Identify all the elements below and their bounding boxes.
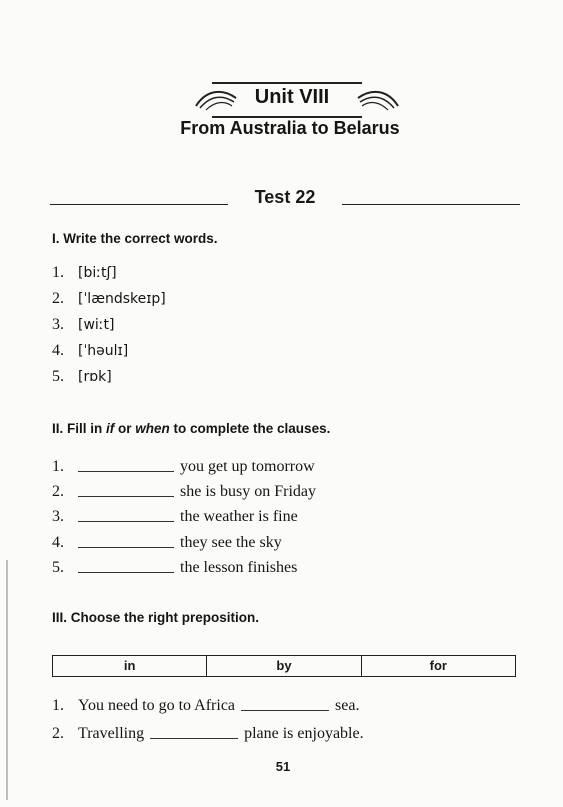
preposition-table [52, 655, 516, 677]
section-2-heading: II. Fill in if or when to complete the clauses. [52, 421, 331, 436]
test-title: Test 22 [254, 187, 316, 207]
list-item: 3. [wiːt] [52, 316, 115, 333]
section-1-heading: I. Write the correct words. [52, 231, 218, 246]
transcription: [biːtʃ] [78, 265, 117, 281]
unit-subtitle: From Australia to Belarus [180, 118, 400, 138]
transcription: [ˈhəulɪ] [78, 343, 129, 359]
test-heading [50, 187, 520, 213]
list-item: 5. the lesson finishes [52, 559, 298, 576]
unit-header [192, 80, 402, 120]
list-item: 1. [biːtʃ] [52, 264, 117, 281]
page-edge-shadow [6, 560, 8, 800]
list-item: 3. the weather is fine [52, 508, 298, 525]
list-item: 4. [ˈhəulɪ] [52, 342, 129, 359]
transcription: [rɒk] [78, 369, 112, 385]
list-item: 2. she is busy on Friday [52, 483, 316, 500]
list-item: 1. you get up tomorrow [52, 458, 315, 475]
preposition-option: in [53, 656, 207, 676]
list-item: 1. You need to go to Africa sea. [52, 697, 360, 714]
list-item: 5. [rɒk] [52, 368, 112, 385]
ornament-swirl-right-icon [354, 84, 402, 112]
page-number: 51 [275, 759, 291, 774]
section-3-heading: III. Choose the right preposition. [52, 610, 260, 625]
divider-left [50, 204, 228, 205]
list-item: 2. Travelling plane is enjoyable. [52, 725, 364, 742]
answer-blank[interactable] [78, 507, 174, 522]
transcription: [wiːt] [78, 317, 115, 333]
list-item: 2. [ˈlændskeɪp] [52, 290, 166, 307]
answer-blank[interactable] [78, 457, 174, 472]
preposition-option: by [207, 656, 361, 676]
preposition-option: for [429, 658, 447, 673]
transcription: [ˈlændskeɪp] [78, 291, 166, 307]
answer-blank[interactable] [78, 482, 174, 497]
list-item: 4. they see the sky [52, 534, 282, 551]
answer-blank[interactable] [78, 533, 174, 548]
answer-blank[interactable] [78, 558, 174, 573]
answer-blank[interactable] [150, 724, 238, 739]
unit-title: Unit VIII [254, 86, 330, 108]
answer-blank[interactable] [241, 696, 329, 711]
divider-right [342, 204, 520, 205]
